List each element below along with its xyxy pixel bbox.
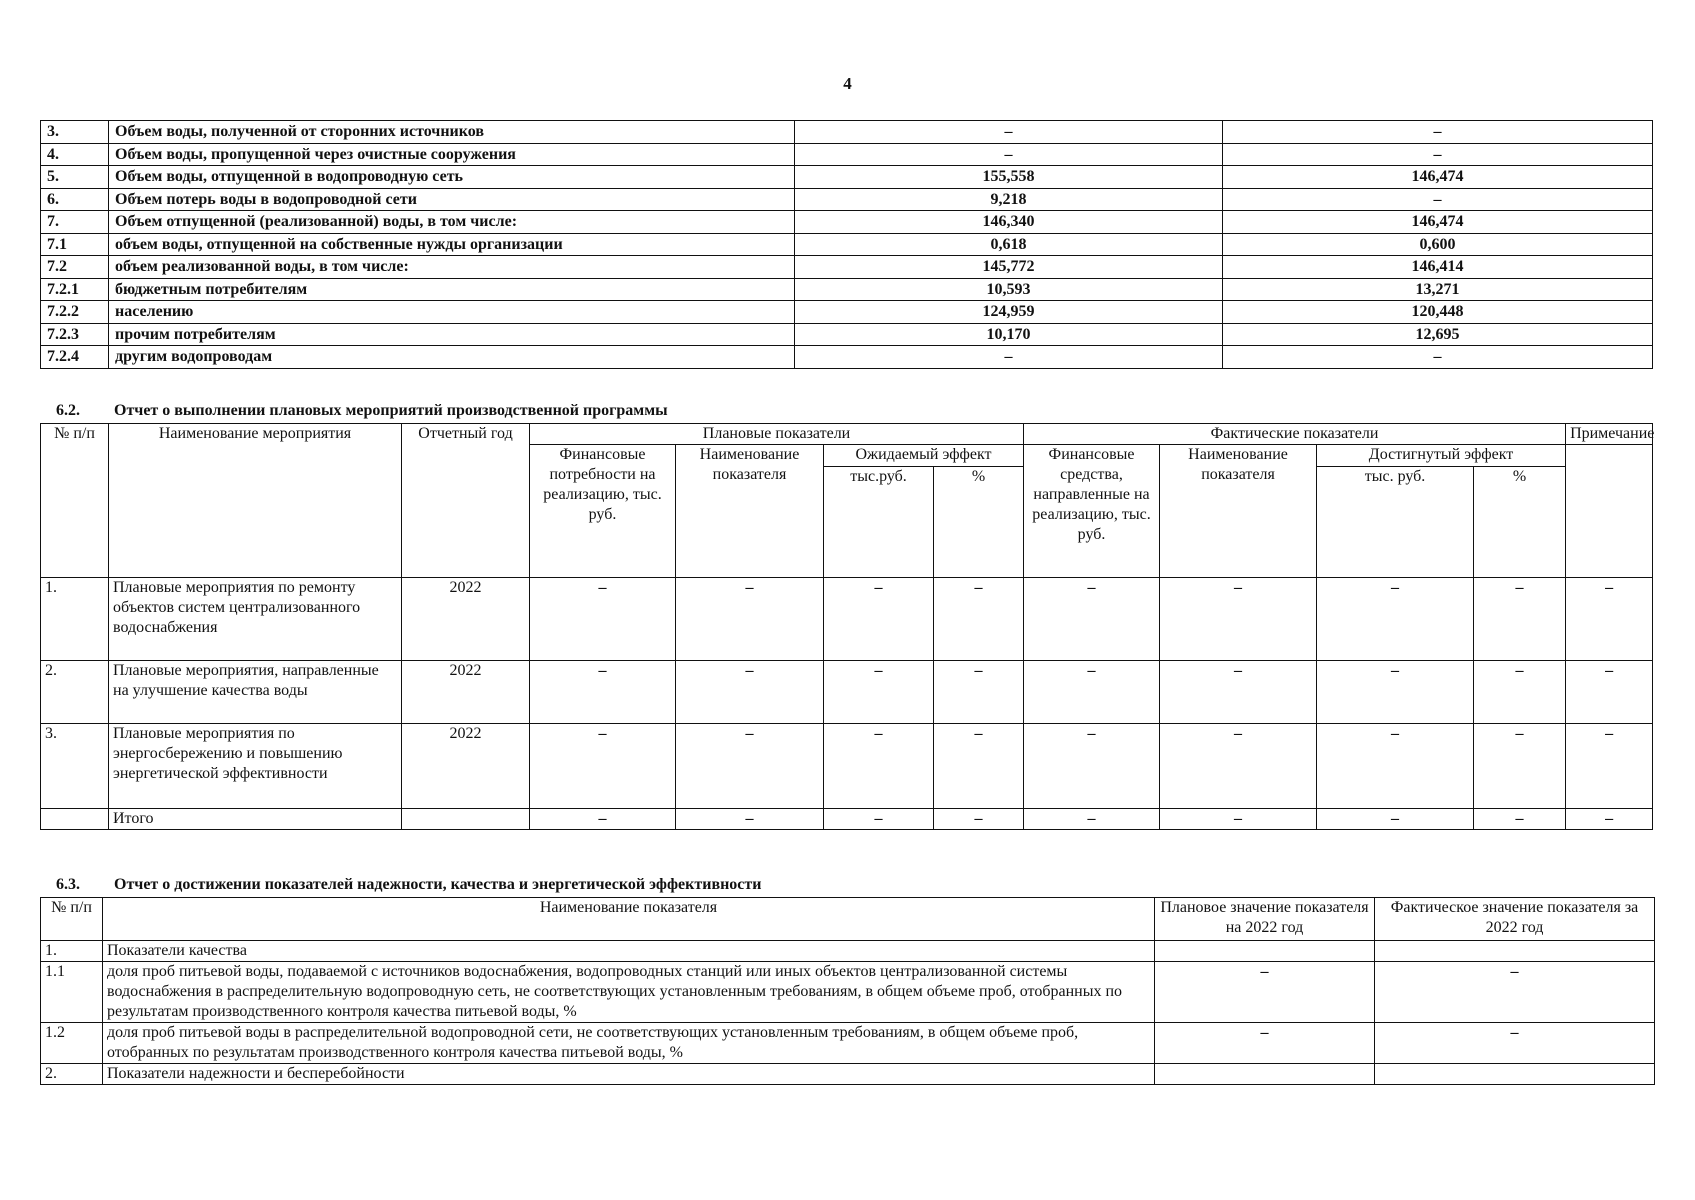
total-row: [41, 809, 1653, 830]
page-number: 4: [843, 74, 852, 93]
row-num: 1.1: [41, 962, 103, 1023]
row-fact: 12,695: [1223, 323, 1653, 346]
row-name: доля проб питьевой воды в распределительной водопроводной сети, не соответствующих установленным требованиям, в общем объеме проб, отобранных по результатам производственного контроля качества питьевой воды, %: [103, 1023, 1155, 1064]
row-fact: 0,600: [1223, 233, 1653, 256]
table-row: [41, 941, 1655, 962]
row-plan: –: [795, 121, 1223, 144]
row-plan: 146,340: [795, 211, 1223, 234]
row-value: –: [1317, 578, 1474, 661]
col-fact-effect: Достигнутый эффект: [1317, 445, 1566, 467]
row-value: –: [530, 578, 676, 661]
row-plan: [1155, 1064, 1375, 1085]
table-row: [41, 962, 1655, 1023]
row-fact: –: [1223, 143, 1653, 166]
row-year: 2022: [402, 578, 530, 661]
col-plan-rub: тыс.руб.: [824, 467, 934, 578]
row-fact: 146,414: [1223, 256, 1653, 279]
col-plan-group: Плановые показатели: [530, 424, 1024, 445]
row-value: –: [1566, 809, 1653, 830]
section-63-title: 6.3. Отчет о достижении показателей надежности, качества и энергетической эффективности: [56, 876, 762, 893]
row-name: населению: [109, 301, 795, 324]
table-row: [41, 233, 1653, 256]
row-num: 7.1: [41, 233, 109, 256]
col-fact-fin: Финансовые средства, направленные на реализацию, тыс. руб.: [1024, 445, 1160, 578]
section-62-title: 6.2. Отчет о выполнении плановых мероприятий производственной программы: [56, 402, 668, 419]
row-plan: 9,218: [795, 188, 1223, 211]
row-plan: –: [795, 143, 1223, 166]
row-value: –: [530, 661, 676, 724]
row-value: –: [824, 578, 934, 661]
col-fact-group: Фактические показатели: [1024, 424, 1566, 445]
row-value: –: [530, 724, 676, 809]
row-num: 2.: [41, 661, 109, 724]
row-name: объем реализованной воды, в том числе:: [109, 256, 795, 279]
col-name: Наименование мероприятия: [109, 424, 402, 578]
row-fact: –: [1223, 346, 1653, 369]
row-plan: –: [795, 346, 1223, 369]
row-year: 2022: [402, 661, 530, 724]
row-num: 7.2: [41, 256, 109, 279]
table-row: [41, 166, 1653, 189]
row-num: 7.2.3: [41, 323, 109, 346]
row-plan: 0,618: [795, 233, 1223, 256]
row-fact: [1375, 1064, 1655, 1085]
row-value: –: [1160, 809, 1317, 830]
row-name: бюджетным потребителям: [109, 278, 795, 301]
row-name: Объем воды, полученной от сторонних источников: [109, 121, 795, 144]
row-plan: –: [1155, 1023, 1375, 1064]
table-row: [41, 578, 1653, 661]
table-row: [41, 724, 1653, 809]
row-num: 7.2.2: [41, 301, 109, 324]
table-row: [41, 346, 1653, 369]
row-value: –: [1474, 809, 1566, 830]
row-value: –: [1024, 809, 1160, 830]
col-plan-fin: Финансовые потребности на реализацию, тыс. руб.: [530, 445, 676, 578]
table-row: [41, 323, 1653, 346]
row-num: 4.: [41, 143, 109, 166]
table-row: [41, 661, 1653, 724]
row-value: –: [934, 578, 1024, 661]
row-fact: –: [1375, 962, 1655, 1023]
row-name: прочим потребителям: [109, 323, 795, 346]
row-name: Показатели качества: [103, 941, 1155, 962]
row-value: –: [824, 661, 934, 724]
table-row: [41, 278, 1653, 301]
row-fact: –: [1375, 1023, 1655, 1064]
table-row: [41, 1023, 1655, 1064]
row-name: Объем отпущенной (реализованной) воды, в том числе:: [109, 211, 795, 234]
row-name: Показатели надежности и бесперебойности: [103, 1064, 1155, 1085]
row-num: 6.: [41, 188, 109, 211]
row-name: Объем потерь воды в водопроводной сети: [109, 188, 795, 211]
row-name: объем воды, отпущенной на собственные нужды организации: [109, 233, 795, 256]
row-value: –: [1160, 661, 1317, 724]
col-note-sub: [1566, 445, 1653, 578]
row-fact: –: [1223, 188, 1653, 211]
row-name: Плановые мероприятия по энергосбережению и повышению энергетической эффективности: [109, 724, 402, 809]
row-name: Итого: [109, 809, 402, 830]
row-plan: 145,772: [795, 256, 1223, 279]
col-note: Примечание: [1566, 424, 1653, 445]
col-fact-rub: тыс. руб.: [1317, 467, 1474, 578]
row-num: 2.: [41, 1064, 103, 1085]
row-plan: 10,170: [795, 323, 1223, 346]
row-year: [402, 809, 530, 830]
row-value: –: [1566, 661, 1653, 724]
row-num: 1.: [41, 941, 103, 962]
row-num: 7.2.1: [41, 278, 109, 301]
col-plan-ind: Наименование показателя: [676, 445, 824, 578]
table-row: [41, 121, 1653, 144]
row-value: –: [1160, 724, 1317, 809]
row-value: –: [676, 809, 824, 830]
col-num: № п/п: [41, 898, 103, 941]
col-num: № п/п: [41, 424, 109, 578]
indicators-table: [40, 897, 1655, 1085]
row-value: –: [824, 809, 934, 830]
row-num: 1.2: [41, 1023, 103, 1064]
col-plan: Плановое значение показателя на 2022 год: [1155, 898, 1375, 941]
row-num: 5.: [41, 166, 109, 189]
row-name: Объем воды, отпущенной в водопроводную сеть: [109, 166, 795, 189]
row-fact: 120,448: [1223, 301, 1653, 324]
row-num: [41, 809, 109, 830]
table-row: [41, 1064, 1655, 1085]
row-num: 1.: [41, 578, 109, 661]
row-value: –: [1566, 724, 1653, 809]
row-value: –: [1474, 578, 1566, 661]
row-fact: 13,271: [1223, 278, 1653, 301]
row-plan: 124,959: [795, 301, 1223, 324]
col-year: Отчетный год: [402, 424, 530, 578]
col-fact-pct: %: [1474, 467, 1566, 578]
row-name: другим водопроводам: [109, 346, 795, 369]
row-value: –: [1317, 724, 1474, 809]
table-row: [41, 301, 1653, 324]
row-fact: –: [1223, 121, 1653, 144]
col-name: Наименование показателя: [103, 898, 1155, 941]
row-name: Объем воды, пропущенной через очистные сооружения: [109, 143, 795, 166]
row-fact: 146,474: [1223, 211, 1653, 234]
row-plan: [1155, 941, 1375, 962]
row-value: –: [1474, 724, 1566, 809]
row-value: –: [1024, 578, 1160, 661]
row-fact: [1375, 941, 1655, 962]
col-fact: Фактическое значение показателя за 2022 год: [1375, 898, 1655, 941]
col-fact-ind: Наименование показателя: [1160, 445, 1317, 578]
table-row: [41, 211, 1653, 234]
water-volume-table: [40, 120, 1653, 369]
planned-measures-table: [40, 423, 1653, 830]
row-value: –: [1317, 661, 1474, 724]
table-row: [41, 256, 1653, 279]
col-plan-effect: Ожидаемый эффект: [824, 445, 1024, 467]
row-fact: 146,474: [1223, 166, 1653, 189]
row-value: –: [676, 724, 824, 809]
row-num: 3.: [41, 724, 109, 809]
row-value: –: [824, 724, 934, 809]
row-value: –: [676, 661, 824, 724]
row-value: –: [1566, 578, 1653, 661]
row-value: –: [1160, 578, 1317, 661]
table-row: [41, 188, 1653, 211]
row-plan: –: [1155, 962, 1375, 1023]
col-plan-pct: %: [934, 467, 1024, 578]
row-value: –: [934, 809, 1024, 830]
row-value: –: [1024, 724, 1160, 809]
row-value: –: [1024, 661, 1160, 724]
table-row: [41, 143, 1653, 166]
row-num: 7.2.4: [41, 346, 109, 369]
row-value: –: [676, 578, 824, 661]
row-num: 3.: [41, 121, 109, 144]
row-value: –: [1317, 809, 1474, 830]
row-plan: 155,558: [795, 166, 1223, 189]
row-value: –: [1474, 661, 1566, 724]
row-name: Плановые мероприятия, направленные на улучшение качества воды: [109, 661, 402, 724]
row-value: –: [530, 809, 676, 830]
row-num: 7.: [41, 211, 109, 234]
row-year: 2022: [402, 724, 530, 809]
row-name: доля проб питьевой воды, подаваемой с источников водоснабжения, водопроводных станций или иных объектов централизованной системы водоснабжения в распределительную водопроводную сеть, не соответствующих установленным требованиям, в общем объеме проб, отобранных по результатам производственного контроля качества питьевой воды, %: [103, 962, 1155, 1023]
row-value: –: [934, 724, 1024, 809]
row-plan: 10,593: [795, 278, 1223, 301]
row-name: Плановые мероприятия по ремонту объектов систем централизованного водоснабжения: [109, 578, 402, 661]
row-value: –: [934, 661, 1024, 724]
